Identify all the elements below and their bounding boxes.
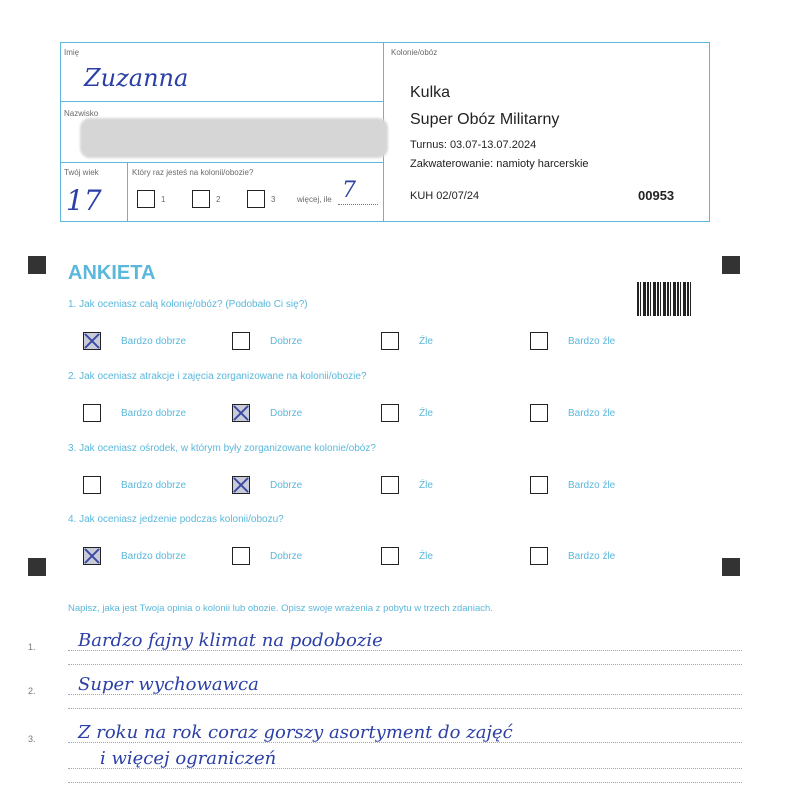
visit-1-label: 1 — [161, 195, 166, 204]
question-1-option-4-label: Bardzo źle — [568, 336, 616, 347]
question-1-option-2-checkbox[interactable] — [232, 332, 250, 350]
registration-marker-top-right — [722, 256, 740, 274]
visit-2-checkbox[interactable] — [192, 190, 210, 208]
camp-accommodation: Zakwaterowanie: namioty harcerskie — [410, 158, 589, 170]
question-3-option-4-label: Bardzo źle — [568, 480, 616, 491]
opinion-line-number: 1. — [28, 642, 36, 652]
question-2-option-4-checkbox[interactable] — [530, 404, 548, 422]
visit-count-question: Który raz jesteś na kolonii/obozie? — [132, 168, 254, 177]
question-2-option-1-label: Bardzo dobrze — [121, 408, 187, 419]
registration-marker-top-left — [28, 256, 46, 274]
question-2-text: 2. Jak oceniasz atrakcje i zajęcia zorganizowane na kolonii/obozie? — [68, 371, 367, 382]
question-3-option-3-label: Źle — [419, 480, 433, 491]
camp-title: Super Obóz Militarny — [410, 111, 560, 128]
question-3-text: 3. Jak oceniasz ośrodek, w którym były zorganizowane kolonie/obóz? — [68, 443, 376, 454]
visit-3-checkbox[interactable] — [247, 190, 265, 208]
camp-name: Kulka — [410, 84, 451, 101]
question-2-option-1-checkbox[interactable] — [83, 404, 101, 422]
question-1-option-4-checkbox[interactable] — [530, 332, 548, 350]
question-3-option-1-checkbox[interactable] — [83, 476, 101, 494]
question-3-option-4-checkbox[interactable] — [530, 476, 548, 494]
question-4-text: 4. Jak oceniasz jedzenie podczas kolonii/obozu? — [68, 514, 284, 525]
question-4-option-1-checkbox[interactable] — [83, 547, 101, 565]
opinion-prompt: Napisz, jaka jest Twoja opinia o kolonii lub obozie. Opisz swoje wrażenia z pobytu w trzech zdaniach. — [68, 603, 493, 614]
surname-redacted — [80, 118, 388, 158]
question-3-option-2-label: Dobrze — [270, 480, 303, 491]
first-name-label: Imię — [64, 48, 80, 57]
question-3-option-2-checkbox[interactable] — [232, 476, 250, 494]
age-label: Twój wiek — [64, 168, 99, 177]
opinion-line-number: 2. — [28, 686, 36, 696]
opinion-dotted-line — [68, 782, 742, 783]
question-4-option-3-label: Źle — [419, 551, 433, 562]
question-3-option-1-label: Bardzo dobrze — [121, 480, 187, 491]
question-4-option-2-checkbox[interactable] — [232, 547, 250, 565]
question-2-option-2-checkbox[interactable] — [232, 404, 250, 422]
question-1-option-3-label: Źle — [419, 336, 433, 347]
visit-more-value[interactable]: 7 — [342, 178, 356, 203]
question-2-option-2-label: Dobrze — [270, 408, 303, 419]
opinion-answer-3[interactable]: Z roku na rok coraz gorszy asortyment do zajęć — [78, 722, 513, 743]
opinion-answer-4[interactable]: i więcej ograniczeń — [100, 748, 277, 769]
question-3-option-3-checkbox[interactable] — [381, 476, 399, 494]
barcode — [637, 282, 691, 316]
question-4-option-1-label: Bardzo dobrze — [121, 551, 187, 562]
opinion-answer-1[interactable]: Bardzo fajny klimat na podobozie — [78, 630, 383, 651]
surname-label: Nazwisko — [64, 109, 99, 118]
camp-label: Kolonie/obóz — [391, 48, 438, 57]
question-2-option-4-label: Bardzo źle — [568, 408, 616, 419]
visit-2-label: 2 — [216, 195, 221, 204]
question-4-option-3-checkbox[interactable] — [381, 547, 399, 565]
question-4-option-4-label: Bardzo źle — [568, 551, 616, 562]
visit-more-line — [338, 204, 378, 205]
question-4-option-2-label: Dobrze — [270, 551, 303, 562]
registration-marker-bottom-left — [28, 558, 46, 576]
survey-title: ANKIETA — [68, 262, 156, 284]
question-4-option-4-checkbox[interactable] — [530, 547, 548, 565]
opinion-line-number: 3. — [28, 734, 36, 744]
form-number: 00953 — [638, 188, 675, 203]
question-1-text: 1. Jak oceniasz całą kolonię/obóz? (Podobało Ci się?) — [68, 299, 308, 310]
question-1-option-2-label: Dobrze — [270, 336, 303, 347]
visit-1-checkbox[interactable] — [137, 190, 155, 208]
question-2-option-3-checkbox[interactable] — [381, 404, 399, 422]
age-value[interactable]: 17 — [66, 184, 102, 217]
question-2-option-3-label: Źle — [419, 408, 433, 419]
question-1-option-1-checkbox[interactable] — [83, 332, 101, 350]
question-1-option-3-checkbox[interactable] — [381, 332, 399, 350]
registration-marker-bottom-right — [722, 558, 740, 576]
opinion-answer-2[interactable]: Super wychowawca — [78, 674, 259, 695]
camp-code: KUH 02/07/24 — [410, 190, 480, 202]
opinion-dotted-line — [68, 708, 742, 709]
visit-more-label: więcej, ile — [297, 195, 332, 204]
first-name-value[interactable]: Zuzanna — [84, 64, 189, 92]
camp-turnus: Turnus: 03.07-13.07.2024 — [410, 139, 537, 151]
question-1-option-1-label: Bardzo dobrze — [121, 336, 187, 347]
opinion-dotted-line — [68, 664, 742, 665]
visit-3-label: 3 — [271, 195, 276, 204]
